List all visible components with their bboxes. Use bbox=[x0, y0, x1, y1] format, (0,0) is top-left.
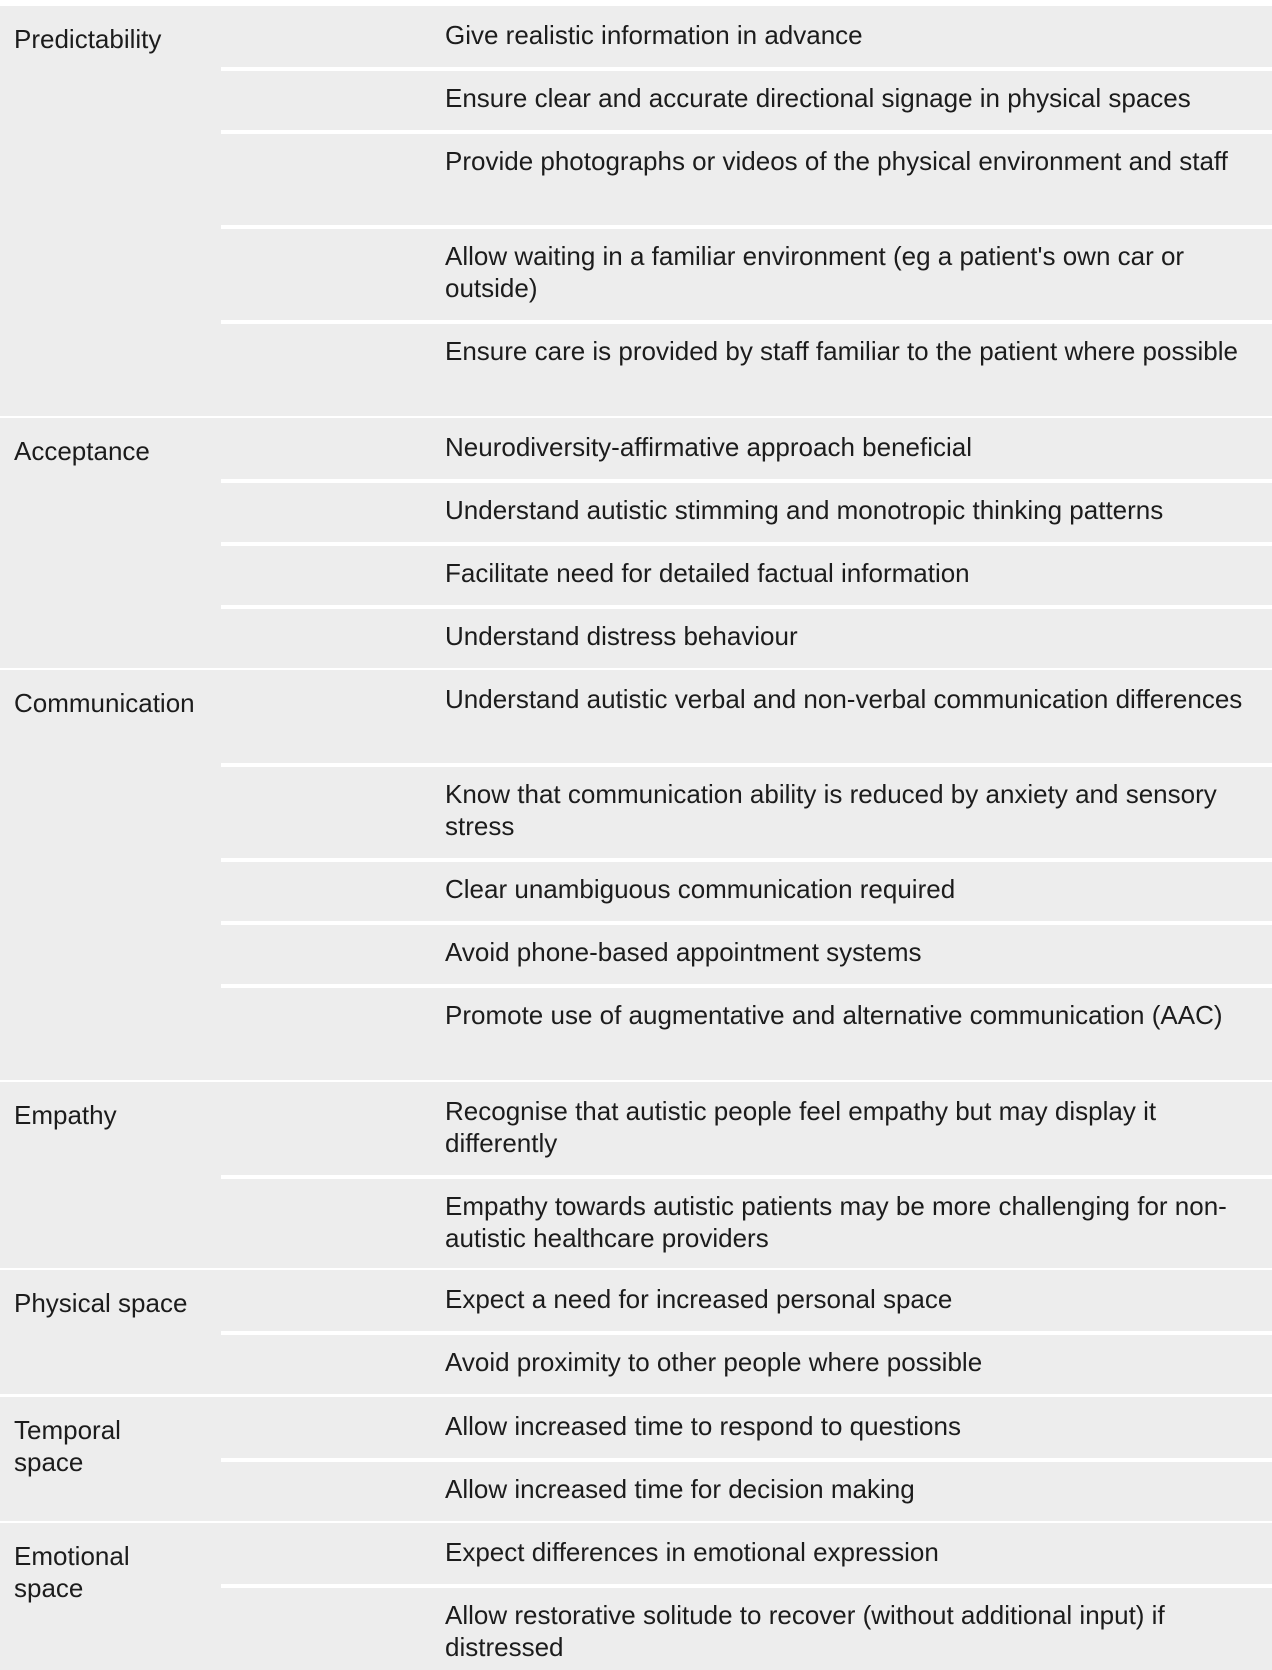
row-divider bbox=[221, 225, 1272, 229]
category-label: Predictability bbox=[14, 24, 162, 54]
table-group-empathy bbox=[0, 1082, 1272, 1268]
guidance-item: Expect differences in emotional expression bbox=[445, 1537, 939, 1567]
row-divider bbox=[221, 130, 1272, 134]
guidance-item: Allow waiting in a familiar environment (eg a patient's own car or outside) bbox=[445, 241, 1185, 303]
row-divider bbox=[221, 1175, 1272, 1179]
guidance-item: Ensure clear and accurate directional signage in physical spaces bbox=[445, 83, 1191, 113]
guidance-item: Avoid proximity to other people where possible bbox=[445, 1347, 983, 1377]
category-label: Communication bbox=[14, 688, 195, 718]
row-divider bbox=[221, 1331, 1272, 1335]
table-group-temporal-space bbox=[0, 1397, 1272, 1521]
row-divider bbox=[221, 984, 1272, 988]
guidance-item: Neurodiversity-affirmative approach beneficial bbox=[445, 432, 972, 462]
guidance-item: Give realistic information in advance bbox=[445, 20, 863, 50]
category-label: Emotional space bbox=[14, 1541, 130, 1603]
guidance-item: Allow increased time to respond to questions bbox=[445, 1411, 961, 1441]
guidance-item: Understand autistic stimming and monotropic thinking patterns bbox=[445, 495, 1164, 525]
row-divider bbox=[221, 605, 1272, 609]
guidance-item: Provide photographs or videos of the physical environment and staff bbox=[445, 146, 1228, 176]
table-group-acceptance bbox=[0, 418, 1272, 668]
table-group-communication bbox=[0, 670, 1272, 1080]
guidance-item: Empathy towards autistic patients may be more challenging for non-autistic healthcare providers bbox=[445, 1191, 1227, 1253]
table-group-predictability bbox=[0, 6, 1272, 416]
category-label: Empathy bbox=[14, 1100, 117, 1130]
category-label: Temporal space bbox=[14, 1415, 121, 1477]
guidance-item: Avoid phone-based appointment systems bbox=[445, 937, 922, 967]
row-divider bbox=[221, 542, 1272, 546]
guidance-item: Facilitate need for detailed factual information bbox=[445, 558, 970, 588]
row-divider bbox=[221, 1584, 1272, 1588]
table-group-emotional-space bbox=[0, 1523, 1272, 1670]
row-divider bbox=[221, 858, 1272, 862]
guidance-item: Recognise that autistic people feel empathy but may display it differently bbox=[445, 1096, 1157, 1158]
guidance-item: Understand autistic verbal and non-verbal communication differences bbox=[445, 684, 1243, 714]
guidance-item: Ensure care is provided by staff familiar to the patient where possible bbox=[445, 336, 1238, 366]
row-divider bbox=[221, 1458, 1272, 1462]
guidance-item: Know that communication ability is reduced by anxiety and sensory stress bbox=[445, 779, 1217, 841]
guidance-item: Allow restorative solitude to recover (without additional input) if distressed bbox=[445, 1600, 1165, 1662]
category-label: Acceptance bbox=[14, 436, 150, 466]
row-divider bbox=[221, 763, 1272, 767]
row-divider bbox=[221, 320, 1272, 324]
guidance-item: Promote use of augmentative and alternative communication (AAC) bbox=[445, 1000, 1223, 1030]
guidance-item: Clear unambiguous communication required bbox=[445, 874, 956, 904]
guidance-item: Understand distress behaviour bbox=[445, 621, 798, 651]
guidance-item: Expect a need for increased personal space bbox=[445, 1284, 953, 1314]
row-divider bbox=[221, 479, 1272, 483]
row-divider bbox=[221, 67, 1272, 71]
guidance-item: Allow increased time for decision making bbox=[445, 1474, 915, 1504]
category-label: Physical space bbox=[14, 1288, 188, 1318]
row-divider bbox=[221, 921, 1272, 925]
table-group-physical-space bbox=[0, 1270, 1272, 1394]
